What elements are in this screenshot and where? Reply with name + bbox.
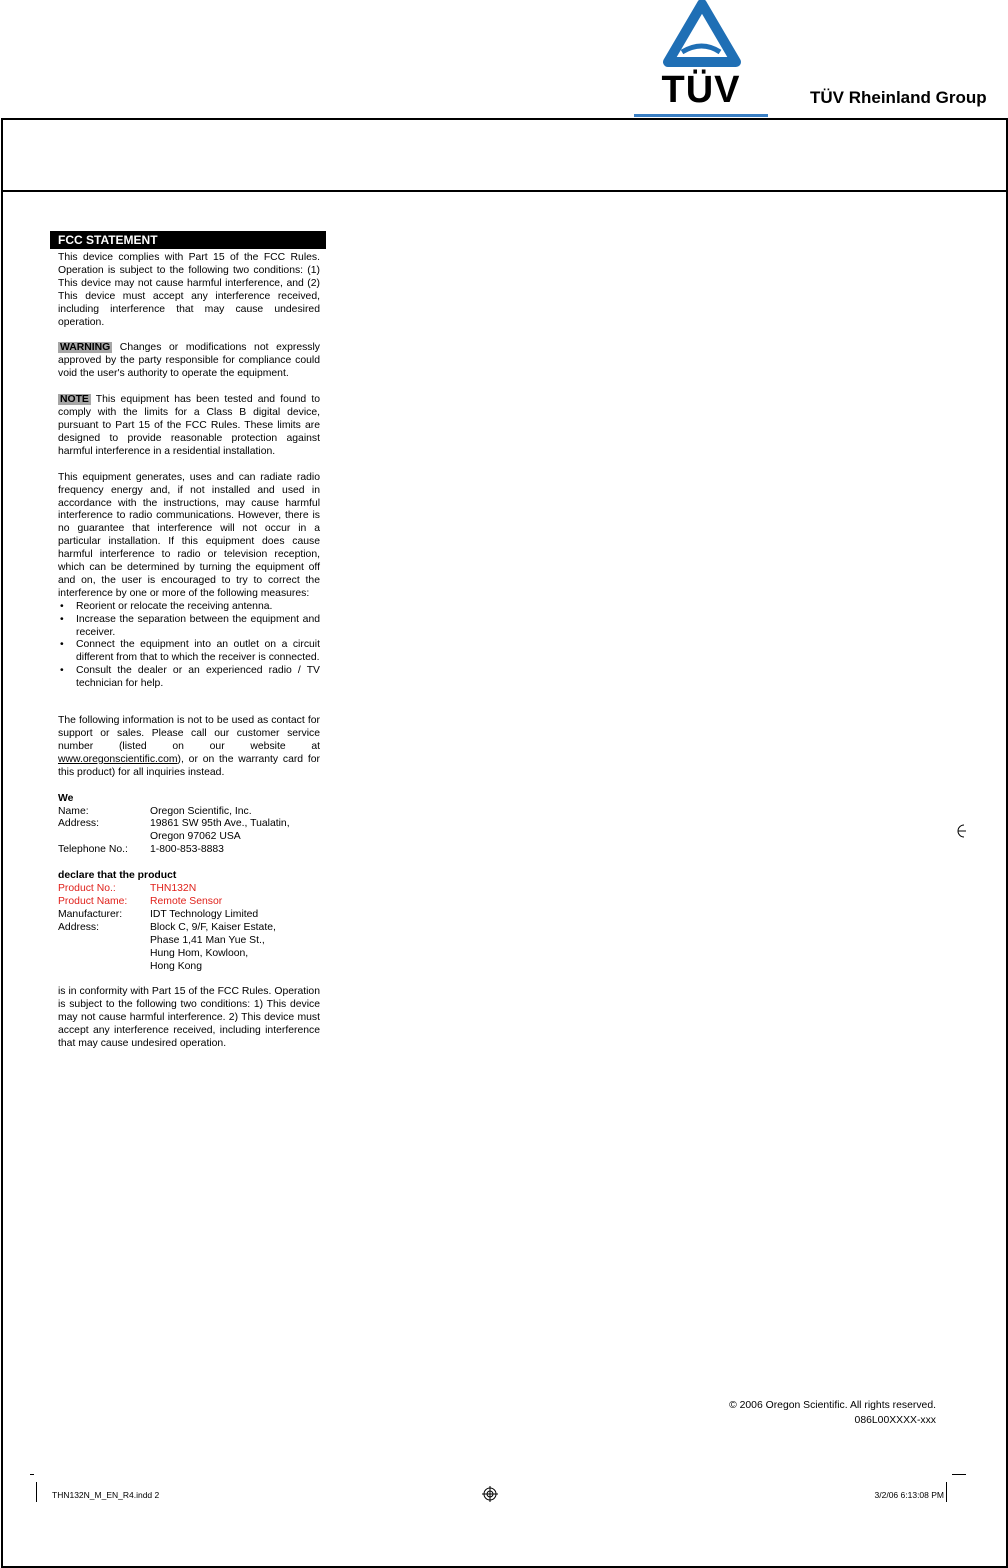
telephone-row: Telephone No.: 1-800-853-8883 [58, 844, 224, 856]
mfr-address-row: Address: Block C, 9/F, Kaiser Estate, [58, 921, 276, 933]
list-item: • Reorient or relocate the receiving antenna. [58, 601, 320, 614]
conformity-paragraph: is in conformity with Part 15 of the FCC Rules. Operation is subject to the following two conditions: 1) This device may not cause harmful interference. 2) This device must accept any interference received, including interference that may cause undesired operation. [58, 986, 320, 1050]
fcc-column [50, 231, 326, 1064]
we-label: We [58, 792, 74, 804]
crop-mark [946, 1482, 947, 1502]
logo-underline [634, 114, 768, 117]
address-row-2: Oregon 97062 USA [150, 831, 241, 843]
website-link[interactable]: www.oregonscientific.com [58, 753, 178, 765]
product-no-row: Product No.: THN132N [58, 883, 197, 895]
warning-paragraph [58, 342, 320, 381]
copyright-text: © 2006 Oregon Scientific. All rights reserved. [729, 1400, 936, 1411]
registration-mark-icon [482, 1486, 498, 1502]
logo-text: TÜV [661, 69, 741, 111]
header-band-divider [1, 190, 1006, 192]
declare-label: declare that the product [58, 870, 177, 882]
generates-paragraph: This equipment generates, uses and can radiate radio frequency energy and, if not installed and used in accordance with the instructions, may cause harmful interference to radio communications. However, there is no guarantee that interference will not occur in a particular installation. If this equipment does cause harmful interference to radio or television reception, which can be determined by turning the equipment off and on, the user is encouraged to try to correct the interference by one or more of the following measures: [58, 471, 320, 599]
crop-mark [30, 1474, 34, 1475]
contact-paragraph: The following information is not to be used as contact for support or sales. Please call our customer service number (listed on our website at www.oregonscientific.com), or on the warranty card for this product) for all inquiries instead. [58, 715, 320, 778]
fcc-heading: FCC STATEMENT [50, 231, 326, 249]
fcc-intro: This device complies with Part 15 of the FCC Rules. Operation is subject to the following two conditions: (1) This device may not cause harmful interference, and (2) This device must accept any interference received, including interference that may cause undesired operation. [58, 252, 320, 328]
slug-date: 3/2/06 6:13:08 PM [874, 1490, 944, 1500]
crop-mark [952, 1474, 966, 1475]
part-number: 086L00XXXX-xxx [854, 1415, 936, 1426]
mfr-address-row-4: Hong Kong [150, 960, 202, 972]
note-paragraph [58, 394, 320, 459]
list-item: • Increase the separation between the equipment and receiver. [58, 614, 320, 640]
name-row: Name: Oregon Scientific, Inc. [58, 805, 252, 817]
slug-filename: THN132N_M_EN_R4.indd 2 [52, 1490, 160, 1500]
list-item: • Connect the equipment into an outlet on a circuit different from that to which the receiver is connected. [58, 639, 320, 665]
list-item: • Consult the dealer or an experienced radio / TV technician for help. [58, 665, 320, 691]
warning-tag: WARNING [60, 342, 111, 354]
page-header [0, 0, 1008, 118]
note-text: This equipment has been tested and found to comply with the limits for a Class B digital device, pursuant to Part 15 of the FCC Rules. These limits are designed to provide reasonable protection against harmful interference in a residential installation. [58, 394, 320, 457]
warning-text: Changes or modifications not expressly approved by the party responsible for compliance could void the user's authority to operate the equipment. [58, 342, 320, 380]
mfr-address-row-3: Hung Hom, Kowloon, [150, 947, 249, 959]
note-tag: NOTE [60, 394, 89, 406]
address-row: Address: 19861 SW 95th Ave., Tualatin, [58, 818, 290, 830]
group-name: TÜV Rheinland Group [810, 88, 987, 107]
product-name-row: Product Name: Remote Sensor [58, 895, 223, 907]
crop-mark [36, 1482, 37, 1502]
copyright-block [729, 1398, 936, 1428]
mfr-address-row-2: Phase 1,41 Man Yue St., [150, 934, 265, 946]
measures-list [58, 601, 320, 691]
manufacturer-row: Manufacturer: IDT Technology Limited [58, 908, 259, 920]
registration-mark-icon [956, 824, 966, 838]
